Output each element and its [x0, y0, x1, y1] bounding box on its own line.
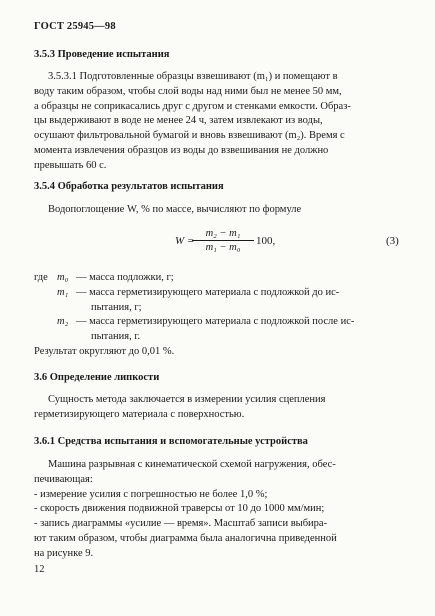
definition-text: — масса подложки, г;	[76, 272, 174, 283]
text-line: а образцы не соприкасались друг с другом и стенками емкости. Образ-	[34, 100, 351, 112]
definition-text: — масса герметизирующего материала с подложкой до ис-	[76, 286, 340, 298]
text-line: 3.5.3.1 Подготовленные образцы взвешивают (m₁) и помещают в	[48, 71, 338, 82]
heading-3-6: 3.6 Определение липкости	[34, 372, 160, 383]
text-line: печивающая:	[34, 473, 93, 485]
text-line: цы выдерживают в воде не менее 24 ч, затем извлекают из воды,	[34, 115, 323, 127]
list-item: - запись диаграммы «усилие — время». Масштаб записи выбира-	[34, 518, 328, 530]
formula-intro: Водопоглощение W, % по массе, вычисляют по формуле	[48, 204, 302, 215]
heading-3-6-1: 3.6.1 Средства испытания и вспомогательные устройства	[34, 436, 308, 447]
definition-row	[34, 286, 406, 301]
definition-row	[34, 315, 406, 330]
formula-fraction	[192, 228, 254, 253]
paragraph-3-6	[34, 393, 403, 423]
definition-row	[34, 271, 406, 286]
equation-number: (3)	[386, 235, 399, 247]
definition-row	[34, 330, 406, 345]
paragraph-3-5-3-1	[34, 70, 403, 174]
text-line: осушают фильтровальной бумагой и вновь взвешивают (m₂). Время с	[34, 130, 345, 142]
text-line: момента извлечения образцов из воды до взвешивания не должно	[34, 144, 329, 156]
rounding-note: Результат округляют до 0,01 %.	[34, 346, 175, 357]
text-line: превышать 60 с.	[34, 159, 107, 171]
heading-3-5-4: 3.5.4 Обработка результатов испытания	[34, 181, 224, 192]
definition-continuation: пытания, г;	[91, 301, 142, 313]
text-line: на рисунке 9.	[34, 547, 94, 559]
list-item: - скорость движения подвижной траверсы от 10 до 1000 мм/мин;	[34, 503, 325, 515]
formula-numerator: m₂ − m₁	[205, 228, 241, 239]
definition-symbol: m₁	[57, 286, 69, 298]
definition-symbol: m₀	[57, 272, 69, 283]
text-line: воду таким образом, чтобы слой воды над ними был не менее 50 мм,	[34, 85, 342, 97]
definition-lead: где	[34, 272, 48, 283]
paragraph-3-6-1	[34, 458, 403, 562]
definition-symbol: m₂	[57, 316, 69, 328]
formula-multiplier: 100,	[256, 235, 276, 247]
definition-text: — масса герметизирующего материала с подложкой после ис-	[76, 316, 355, 328]
formula-variable: W =	[175, 235, 195, 247]
formula-denominator: m₁ − m₀	[205, 242, 241, 253]
definition-row	[34, 301, 406, 316]
text-line: Машина разрывная с кинематической схемой нагружения, обес-	[48, 459, 336, 470]
fraction-bar	[192, 240, 254, 241]
definition-continuation: пытания, г.	[91, 331, 141, 343]
list-item: - измерение усилия с погрешностью не более 1,0 %;	[34, 488, 268, 500]
text-line: Сущность метода заключается в измерении усилия сцепления	[48, 394, 326, 405]
formula-3	[150, 228, 410, 268]
heading-3-5-3: 3.5.3 Проведение испытания	[34, 49, 170, 60]
standard-header: ГОСТ 25945—98	[34, 21, 116, 32]
text-line: ют таким образом, чтобы диаграмма была аналогична приведенной	[34, 532, 337, 544]
text-line: герметизирующего материала с поверхностью.	[34, 408, 245, 420]
page-number: 12	[34, 564, 45, 575]
variable-definitions	[34, 271, 406, 345]
